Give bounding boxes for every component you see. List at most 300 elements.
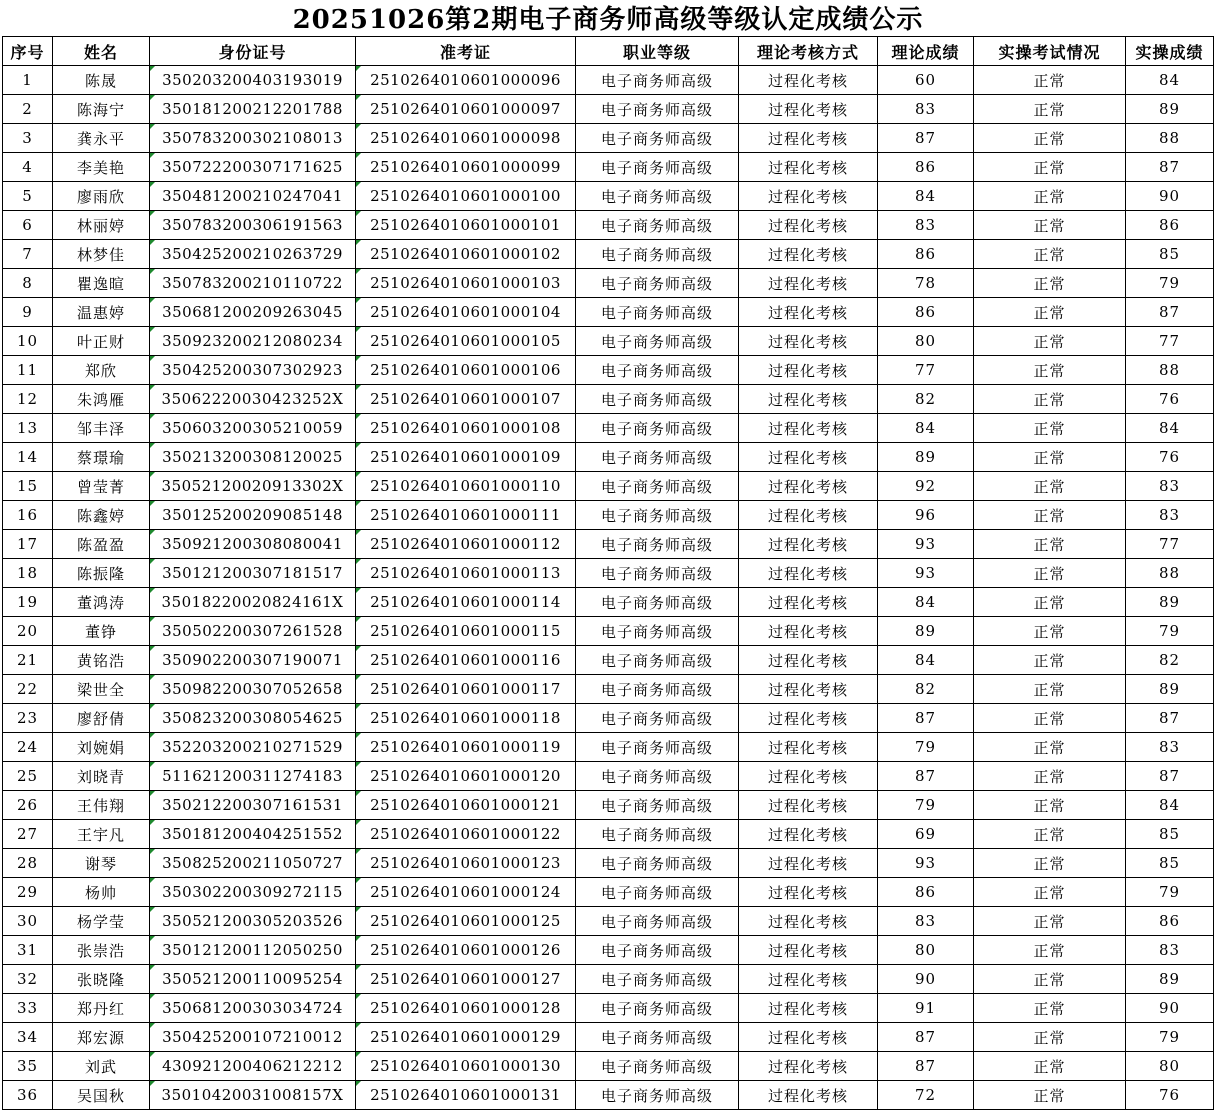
- table-row: [3, 588, 1214, 617]
- cell-name: 龚永平: [53, 124, 150, 153]
- cell-id-card: 350603200305210059: [150, 414, 356, 443]
- table-row: [3, 95, 1214, 124]
- cell-theory-method: 过程化考核: [739, 153, 878, 182]
- cell-practice-status: 正常: [974, 733, 1126, 762]
- table-row: [3, 878, 1214, 907]
- cell-name: 郑宏源: [53, 1023, 150, 1052]
- table-row: [3, 66, 1214, 95]
- cell-theory-method: 过程化考核: [739, 472, 878, 501]
- cell-level: 电子商务师高级: [576, 414, 739, 443]
- score-table: [2, 36, 1214, 1110]
- cell-id-card: 350425200107210012: [150, 1023, 356, 1052]
- cell-name: 瞿逸暄: [53, 269, 150, 298]
- cell-name: 温惠婷: [53, 298, 150, 327]
- cell-ticket: 2510264010601000110: [356, 472, 576, 501]
- cell-theory-score: 83: [878, 211, 974, 240]
- table-row: [3, 791, 1214, 820]
- cell-practice-status: 正常: [974, 530, 1126, 559]
- cell-seq: 28: [3, 849, 53, 878]
- cell-practice-status: 正常: [974, 588, 1126, 617]
- cell-ticket: 2510264010601000125: [356, 907, 576, 936]
- cell-ticket: 2510264010601000099: [356, 153, 576, 182]
- cell-name: 董铮: [53, 617, 150, 646]
- cell-practice-status: 正常: [974, 878, 1126, 907]
- cell-practice-score: 82: [1126, 646, 1214, 675]
- cell-level: 电子商务师高级: [576, 182, 739, 211]
- cell-ticket: 2510264010601000111: [356, 501, 576, 530]
- cell-practice-status: 正常: [974, 1023, 1126, 1052]
- cell-practice-score: 89: [1126, 95, 1214, 124]
- header-ticket: 准考证: [356, 37, 576, 66]
- cell-ticket: 2510264010601000130: [356, 1052, 576, 1081]
- header-level: 职业等级: [576, 37, 739, 66]
- cell-theory-method: 过程化考核: [739, 994, 878, 1023]
- cell-theory-method: 过程化考核: [739, 588, 878, 617]
- cell-practice-score: 87: [1126, 153, 1214, 182]
- cell-practice-status: 正常: [974, 849, 1126, 878]
- table-row: [3, 153, 1214, 182]
- cell-name: 叶正财: [53, 327, 150, 356]
- cell-theory-score: 60: [878, 66, 974, 95]
- cell-practice-score: 87: [1126, 762, 1214, 791]
- cell-theory-method: 过程化考核: [739, 501, 878, 530]
- cell-level: 电子商务师高级: [576, 124, 739, 153]
- cell-name: 陈鑫婷: [53, 501, 150, 530]
- cell-name: 李美艳: [53, 153, 150, 182]
- cell-ticket: 2510264010601000100: [356, 182, 576, 211]
- cell-name: 陈盈盈: [53, 530, 150, 559]
- cell-practice-status: 正常: [974, 443, 1126, 472]
- cell-id-card: 350823200308054625: [150, 704, 356, 733]
- cell-theory-score: 89: [878, 617, 974, 646]
- cell-name: 廖雨欣: [53, 182, 150, 211]
- cell-theory-score: 90: [878, 965, 974, 994]
- cell-theory-score: 84: [878, 414, 974, 443]
- cell-ticket: 2510264010601000113: [356, 559, 576, 588]
- cell-seq: 8: [3, 269, 53, 298]
- cell-theory-method: 过程化考核: [739, 849, 878, 878]
- cell-ticket: 2510264010601000117: [356, 675, 576, 704]
- cell-theory-method: 过程化考核: [739, 965, 878, 994]
- table-row: [3, 820, 1214, 849]
- cell-theory-score: 82: [878, 385, 974, 414]
- cell-name: 陈晟: [53, 66, 150, 95]
- cell-seq: 20: [3, 617, 53, 646]
- cell-level: 电子商务师高级: [576, 588, 739, 617]
- cell-id-card: 35052120020913302X: [150, 472, 356, 501]
- cell-practice-status: 正常: [974, 472, 1126, 501]
- cell-seq: 18: [3, 559, 53, 588]
- cell-name: 朱鸿雁: [53, 385, 150, 414]
- table-row: [3, 124, 1214, 153]
- table-row: [3, 298, 1214, 327]
- table-body: [3, 66, 1214, 1110]
- cell-level: 电子商务师高级: [576, 327, 739, 356]
- cell-seq: 3: [3, 124, 53, 153]
- cell-theory-score: 84: [878, 588, 974, 617]
- cell-practice-score: 83: [1126, 501, 1214, 530]
- table-row: [3, 530, 1214, 559]
- cell-practice-score: 86: [1126, 211, 1214, 240]
- cell-id-card: 35018220020824161X: [150, 588, 356, 617]
- cell-theory-method: 过程化考核: [739, 530, 878, 559]
- cell-ticket: 2510264010601000129: [356, 1023, 576, 1052]
- table-row: [3, 1023, 1214, 1052]
- cell-theory-method: 过程化考核: [739, 443, 878, 472]
- cell-name: 邹丰泽: [53, 414, 150, 443]
- cell-name: 梁世全: [53, 675, 150, 704]
- cell-theory-method: 过程化考核: [739, 356, 878, 385]
- cell-practice-status: 正常: [974, 66, 1126, 95]
- cell-seq: 26: [3, 791, 53, 820]
- table-row: [3, 965, 1214, 994]
- cell-theory-score: 80: [878, 327, 974, 356]
- cell-name: 刘晓青: [53, 762, 150, 791]
- cell-practice-status: 正常: [974, 994, 1126, 1023]
- cell-id-card: 350921200308080041: [150, 530, 356, 559]
- cell-practice-score: 83: [1126, 936, 1214, 965]
- cell-practice-score: 77: [1126, 327, 1214, 356]
- cell-practice-score: 84: [1126, 791, 1214, 820]
- cell-id-card: 430921200406212212: [150, 1052, 356, 1081]
- cell-seq: 4: [3, 153, 53, 182]
- cell-level: 电子商务师高级: [576, 501, 739, 530]
- cell-theory-method: 过程化考核: [739, 791, 878, 820]
- cell-ticket: 2510264010601000104: [356, 298, 576, 327]
- cell-id-card: 350181200212201788: [150, 95, 356, 124]
- cell-name: 刘婉娟: [53, 733, 150, 762]
- cell-ticket: 2510264010601000121: [356, 791, 576, 820]
- cell-id-card: 350212200307161531: [150, 791, 356, 820]
- cell-level: 电子商务师高级: [576, 965, 739, 994]
- cell-id-card: 350923200212080234: [150, 327, 356, 356]
- cell-level: 电子商务师高级: [576, 472, 739, 501]
- cell-theory-method: 过程化考核: [739, 124, 878, 153]
- cell-theory-score: 92: [878, 472, 974, 501]
- cell-theory-score: 80: [878, 936, 974, 965]
- cell-level: 电子商务师高级: [576, 240, 739, 269]
- cell-seq: 19: [3, 588, 53, 617]
- table-row: [3, 1052, 1214, 1081]
- cell-practice-score: 83: [1126, 472, 1214, 501]
- cell-name: 王宇凡: [53, 820, 150, 849]
- cell-seq: 13: [3, 414, 53, 443]
- cell-practice-score: 80: [1126, 1052, 1214, 1081]
- cell-theory-method: 过程化考核: [739, 95, 878, 124]
- cell-theory-score: 86: [878, 153, 974, 182]
- cell-id-card: 350783200306191563: [150, 211, 356, 240]
- cell-level: 电子商务师高级: [576, 443, 739, 472]
- cell-ticket: 2510264010601000102: [356, 240, 576, 269]
- cell-theory-method: 过程化考核: [739, 414, 878, 443]
- cell-id-card: 350302200309272115: [150, 878, 356, 907]
- cell-id-card: 350902200307190071: [150, 646, 356, 675]
- cell-id-card: 350121200112050250: [150, 936, 356, 965]
- cell-level: 电子商务师高级: [576, 617, 739, 646]
- table-row: [3, 1081, 1214, 1110]
- cell-id-card: 350213200308120025: [150, 443, 356, 472]
- table-row: [3, 414, 1214, 443]
- cell-theory-score: 87: [878, 704, 974, 733]
- header-practice-status: 实操考试情况: [974, 37, 1126, 66]
- cell-theory-score: 87: [878, 762, 974, 791]
- table-row: [3, 269, 1214, 298]
- cell-practice-score: 87: [1126, 704, 1214, 733]
- table-row: [3, 994, 1214, 1023]
- cell-seq: 24: [3, 733, 53, 762]
- cell-ticket: 2510264010601000126: [356, 936, 576, 965]
- cell-level: 电子商务师高级: [576, 675, 739, 704]
- table-row: [3, 733, 1214, 762]
- cell-ticket: 2510264010601000120: [356, 762, 576, 791]
- cell-id-card: 511621200311274183: [150, 762, 356, 791]
- cell-level: 电子商务师高级: [576, 762, 739, 791]
- cell-seq: 9: [3, 298, 53, 327]
- table-row: [3, 356, 1214, 385]
- cell-name: 陈振隆: [53, 559, 150, 588]
- cell-seq: 29: [3, 878, 53, 907]
- cell-theory-method: 过程化考核: [739, 211, 878, 240]
- cell-theory-method: 过程化考核: [739, 936, 878, 965]
- cell-theory-score: 87: [878, 1052, 974, 1081]
- cell-seq: 6: [3, 211, 53, 240]
- cell-level: 电子商务师高级: [576, 1052, 739, 1081]
- cell-practice-status: 正常: [974, 95, 1126, 124]
- cell-practice-status: 正常: [974, 646, 1126, 675]
- cell-id-card: 350521200110095254: [150, 965, 356, 994]
- cell-id-card: 350521200305203526: [150, 907, 356, 936]
- cell-theory-method: 过程化考核: [739, 269, 878, 298]
- cell-seq: 11: [3, 356, 53, 385]
- cell-id-card: 350681200209263045: [150, 298, 356, 327]
- cell-theory-method: 过程化考核: [739, 820, 878, 849]
- cell-level: 电子商务师高级: [576, 646, 739, 675]
- table-row: [3, 646, 1214, 675]
- cell-practice-score: 79: [1126, 878, 1214, 907]
- header-name: 姓名: [53, 37, 150, 66]
- table-header-row: [3, 37, 1214, 66]
- cell-seq: 33: [3, 994, 53, 1023]
- cell-practice-score: 90: [1126, 994, 1214, 1023]
- cell-practice-status: 正常: [974, 298, 1126, 327]
- table-row: [3, 704, 1214, 733]
- cell-practice-status: 正常: [974, 124, 1126, 153]
- cell-name: 陈海宁: [53, 95, 150, 124]
- cell-ticket: 2510264010601000106: [356, 356, 576, 385]
- cell-name: 郑丹红: [53, 994, 150, 1023]
- cell-practice-score: 87: [1126, 298, 1214, 327]
- cell-practice-score: 79: [1126, 617, 1214, 646]
- cell-theory-method: 过程化考核: [739, 298, 878, 327]
- cell-practice-status: 正常: [974, 269, 1126, 298]
- cell-ticket: 2510264010601000114: [356, 588, 576, 617]
- cell-theory-method: 过程化考核: [739, 182, 878, 211]
- cell-level: 电子商务师高级: [576, 704, 739, 733]
- cell-practice-status: 正常: [974, 385, 1126, 414]
- cell-theory-score: 86: [878, 298, 974, 327]
- cell-practice-score: 88: [1126, 124, 1214, 153]
- cell-practice-score: 90: [1126, 182, 1214, 211]
- cell-name: 吴国秋: [53, 1081, 150, 1110]
- cell-theory-method: 过程化考核: [739, 66, 878, 95]
- cell-theory-score: 93: [878, 849, 974, 878]
- cell-theory-score: 77: [878, 356, 974, 385]
- cell-practice-score: 77: [1126, 530, 1214, 559]
- cell-ticket: 2510264010601000123: [356, 849, 576, 878]
- cell-seq: 36: [3, 1081, 53, 1110]
- cell-theory-score: 83: [878, 907, 974, 936]
- cell-level: 电子商务师高级: [576, 878, 739, 907]
- cell-practice-score: 88: [1126, 559, 1214, 588]
- cell-name: 杨帅: [53, 878, 150, 907]
- cell-seq: 22: [3, 675, 53, 704]
- cell-practice-score: 88: [1126, 356, 1214, 385]
- cell-theory-method: 过程化考核: [739, 617, 878, 646]
- cell-theory-score: 72: [878, 1081, 974, 1110]
- cell-theory-method: 过程化考核: [739, 646, 878, 675]
- cell-level: 电子商务师高级: [576, 907, 739, 936]
- cell-ticket: 2510264010601000122: [356, 820, 576, 849]
- table-row: [3, 907, 1214, 936]
- cell-id-card: 350425200307302923: [150, 356, 356, 385]
- cell-practice-status: 正常: [974, 559, 1126, 588]
- cell-theory-score: 89: [878, 443, 974, 472]
- cell-theory-method: 过程化考核: [739, 907, 878, 936]
- cell-practice-status: 正常: [974, 414, 1126, 443]
- cell-practice-status: 正常: [974, 617, 1126, 646]
- table-row: [3, 443, 1214, 472]
- cell-theory-score: 84: [878, 182, 974, 211]
- cell-id-card: 350425200210263729: [150, 240, 356, 269]
- cell-practice-score: 89: [1126, 675, 1214, 704]
- cell-name: 黄铭浩: [53, 646, 150, 675]
- cell-seq: 2: [3, 95, 53, 124]
- cell-level: 电子商务师高级: [576, 530, 739, 559]
- page-title: 20251026第2期电子商务师高级等级认定成绩公示: [292, 5, 924, 35]
- cell-ticket: 2510264010601000101: [356, 211, 576, 240]
- cell-id-card: 35062220030423252X: [150, 385, 356, 414]
- cell-practice-status: 正常: [974, 211, 1126, 240]
- cell-name: 林丽婷: [53, 211, 150, 240]
- cell-theory-method: 过程化考核: [739, 385, 878, 414]
- cell-id-card: 350502200307261528: [150, 617, 356, 646]
- cell-practice-score: 84: [1126, 414, 1214, 443]
- cell-theory-score: 78: [878, 269, 974, 298]
- cell-ticket: 2510264010601000098: [356, 124, 576, 153]
- cell-id-card: 350203200403193019: [150, 66, 356, 95]
- table-row: [3, 240, 1214, 269]
- cell-id-card: 350722200307171625: [150, 153, 356, 182]
- cell-id-card: 350481200210247041: [150, 182, 356, 211]
- cell-practice-score: 84: [1126, 66, 1214, 95]
- cell-theory-method: 过程化考核: [739, 675, 878, 704]
- cell-id-card: 350681200303034724: [150, 994, 356, 1023]
- cell-id-card: 350125200209085148: [150, 501, 356, 530]
- table-row: [3, 327, 1214, 356]
- cell-id-card: 350783200210110722: [150, 269, 356, 298]
- cell-id-card: 350121200307181517: [150, 559, 356, 588]
- cell-practice-score: 79: [1126, 269, 1214, 298]
- cell-level: 电子商务师高级: [576, 385, 739, 414]
- cell-theory-score: 86: [878, 240, 974, 269]
- table-row: [3, 501, 1214, 530]
- cell-ticket: 2510264010601000118: [356, 704, 576, 733]
- cell-name: 董鸿涛: [53, 588, 150, 617]
- cell-practice-status: 正常: [974, 153, 1126, 182]
- header-theory-score: 理论成绩: [878, 37, 974, 66]
- table-row: [3, 762, 1214, 791]
- cell-id-card: 350783200302108013: [150, 124, 356, 153]
- cell-practice-status: 正常: [974, 965, 1126, 994]
- cell-ticket: 2510264010601000131: [356, 1081, 576, 1110]
- table-row: [3, 211, 1214, 240]
- cell-level: 电子商务师高级: [576, 849, 739, 878]
- cell-theory-score: 87: [878, 124, 974, 153]
- cell-id-card: 350825200211050727: [150, 849, 356, 878]
- cell-name: 王伟翔: [53, 791, 150, 820]
- cell-id-card: 352203200210271529: [150, 733, 356, 762]
- cell-practice-status: 正常: [974, 182, 1126, 211]
- cell-level: 电子商务师高级: [576, 153, 739, 182]
- table-row: [3, 182, 1214, 211]
- cell-level: 电子商务师高级: [576, 791, 739, 820]
- cell-practice-status: 正常: [974, 820, 1126, 849]
- cell-ticket: 2510264010601000107: [356, 385, 576, 414]
- cell-seq: 23: [3, 704, 53, 733]
- cell-ticket: 2510264010601000097: [356, 95, 576, 124]
- cell-ticket: 2510264010601000105: [356, 327, 576, 356]
- cell-seq: 27: [3, 820, 53, 849]
- cell-practice-status: 正常: [974, 1081, 1126, 1110]
- cell-ticket: 2510264010601000108: [356, 414, 576, 443]
- cell-seq: 35: [3, 1052, 53, 1081]
- cell-theory-method: 过程化考核: [739, 878, 878, 907]
- cell-name: 廖舒倩: [53, 704, 150, 733]
- cell-theory-score: 93: [878, 530, 974, 559]
- table-row: [3, 385, 1214, 414]
- cell-ticket: 2510264010601000103: [356, 269, 576, 298]
- cell-practice-score: 89: [1126, 965, 1214, 994]
- cell-id-card: 350181200404251552: [150, 820, 356, 849]
- cell-theory-method: 过程化考核: [739, 1081, 878, 1110]
- cell-ticket: 2510264010601000096: [356, 66, 576, 95]
- cell-practice-status: 正常: [974, 936, 1126, 965]
- cell-ticket: 2510264010601000127: [356, 965, 576, 994]
- cell-theory-method: 过程化考核: [739, 240, 878, 269]
- cell-theory-method: 过程化考核: [739, 762, 878, 791]
- cell-id-card: 350982200307052658: [150, 675, 356, 704]
- header-seq: 序号: [3, 37, 53, 66]
- cell-level: 电子商务师高级: [576, 936, 739, 965]
- cell-practice-status: 正常: [974, 907, 1126, 936]
- cell-name: 张崇浩: [53, 936, 150, 965]
- cell-theory-method: 过程化考核: [739, 733, 878, 762]
- cell-seq: 31: [3, 936, 53, 965]
- cell-theory-score: 79: [878, 733, 974, 762]
- cell-level: 电子商务师高级: [576, 1081, 739, 1110]
- cell-seq: 12: [3, 385, 53, 414]
- cell-seq: 5: [3, 182, 53, 211]
- cell-level: 电子商务师高级: [576, 994, 739, 1023]
- cell-name: 谢琴: [53, 849, 150, 878]
- cell-ticket: 2510264010601000109: [356, 443, 576, 472]
- cell-practice-status: 正常: [974, 240, 1126, 269]
- cell-seq: 21: [3, 646, 53, 675]
- cell-practice-score: 76: [1126, 1081, 1214, 1110]
- cell-practice-status: 正常: [974, 327, 1126, 356]
- cell-practice-score: 89: [1126, 588, 1214, 617]
- cell-theory-score: 86: [878, 878, 974, 907]
